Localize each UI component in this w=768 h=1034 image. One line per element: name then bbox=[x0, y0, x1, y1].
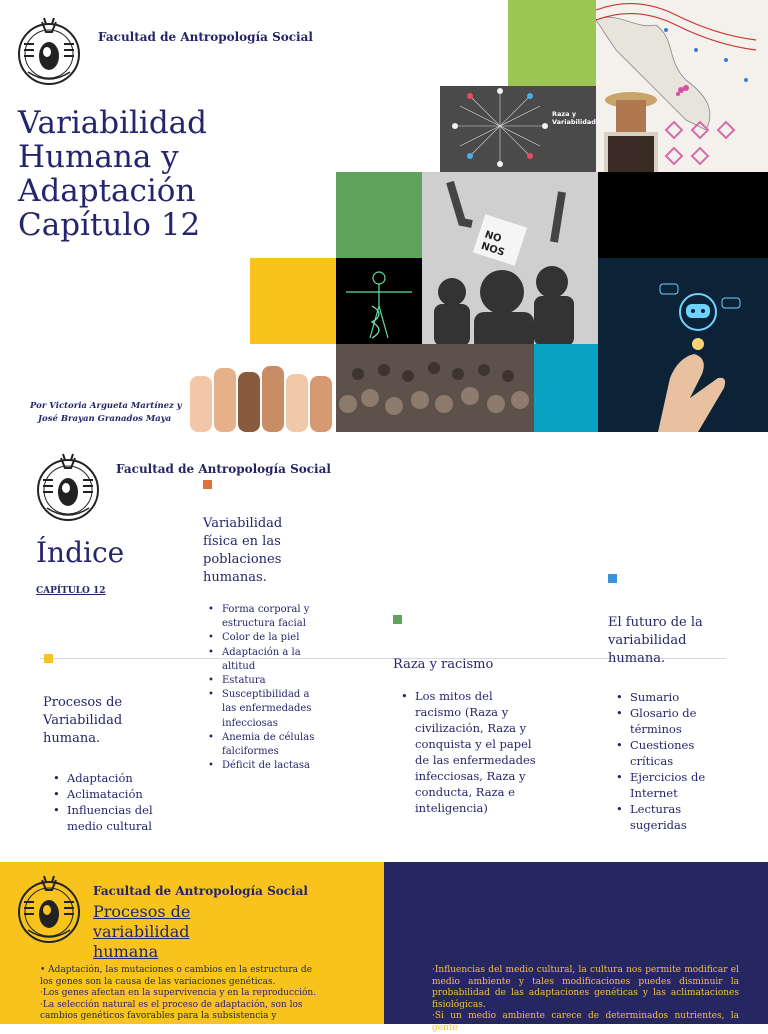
col2-title-line: física en las bbox=[203, 534, 281, 549]
paragraph-line: ·La selección natural es el proceso de adaptación, son los cambios genéticos favorables para la subsistencia y bbox=[40, 999, 303, 1021]
section-title bbox=[93, 902, 190, 962]
author-line: José Brayan Granados Maya bbox=[38, 414, 172, 424]
list-item: • Lecturas sugeridas bbox=[616, 801, 716, 833]
list-item: • Influencias del medio cultural bbox=[53, 802, 163, 834]
faculty-name: Facultad de Antropología Social bbox=[98, 30, 313, 44]
list-item: • Los mitos del racismo (Raza y civilización, Raza y conquista y el papel de las enfermedades infecciosas, Raza y conducta, Raza e inteligencia) bbox=[401, 688, 541, 816]
title-line: Adaptación bbox=[18, 173, 196, 209]
protest-sign-2: NOS bbox=[479, 240, 506, 259]
faculty-logo bbox=[16, 14, 82, 86]
list-item: • Estatura bbox=[208, 674, 318, 688]
col2-title-line: poblaciones bbox=[203, 552, 282, 567]
paragraph-line: ·Si un medio ambiente carece de determinados nutrientes, la gente bbox=[432, 1011, 739, 1033]
cover-title bbox=[18, 106, 207, 242]
col2-title bbox=[203, 515, 282, 587]
col1-title bbox=[43, 694, 122, 748]
list-item: • Glosario de términos bbox=[616, 705, 716, 737]
protest-sign-1: NO bbox=[483, 229, 503, 246]
list-item: • Ejercicios de Internet bbox=[616, 769, 716, 801]
protest-photo bbox=[422, 172, 598, 346]
list-item: • Cuestiones críticas bbox=[616, 737, 716, 769]
marker-blue bbox=[608, 574, 617, 583]
col4-title-line: humana. bbox=[608, 651, 666, 666]
paragraph-line: ·Influencias del medio cultural, la cultura nos permite modificar el medio ambiente y tales modificaciones puedes disminuir la probabilidad de las adaptaciones genéticas y las aclimataciones fisiológicas. bbox=[432, 965, 739, 1010]
faculty-logo bbox=[16, 872, 82, 944]
col2-list bbox=[208, 603, 318, 773]
list-item: • Adaptación a la altitud bbox=[208, 646, 318, 674]
section-title-line: variabilidad bbox=[93, 922, 190, 941]
faculty-logo bbox=[35, 450, 101, 522]
black-block bbox=[598, 172, 768, 258]
list-item: • Sumario bbox=[616, 689, 716, 705]
authors bbox=[30, 400, 182, 426]
section-title-line: Procesos de bbox=[93, 902, 191, 921]
fists-photo bbox=[186, 346, 336, 432]
title-line: Capítulo 12 bbox=[18, 207, 201, 243]
author-line: Por Victoria Argueta Martínez y bbox=[30, 401, 182, 411]
title-line: Humana y bbox=[18, 139, 179, 175]
green-block-2 bbox=[336, 172, 422, 258]
paragraph-line: • Adaptación, las mutaciones o cambios en la estructura de los genes son la causa de las variaciones genéticas. bbox=[40, 965, 312, 987]
col3-list bbox=[401, 688, 541, 816]
teal-block bbox=[534, 344, 598, 432]
left-paragraph bbox=[40, 965, 322, 1023]
green-block bbox=[508, 0, 596, 86]
paragraph-line: ·Los genes afectan en la supervivencia y en la reproducción. bbox=[40, 988, 317, 998]
title-line: Variabilidad bbox=[18, 105, 207, 141]
slide-cover bbox=[0, 0, 768, 432]
list-item: • Color de la piel bbox=[208, 631, 318, 645]
right-paragraph bbox=[432, 965, 739, 1034]
col1-title-line: Variabilidad bbox=[43, 713, 123, 728]
col1-title-line: humana. bbox=[43, 731, 101, 746]
list-item: • Aclimatación bbox=[53, 786, 163, 802]
marker-yellow bbox=[44, 654, 53, 663]
col1-title-line: Procesos de bbox=[43, 695, 123, 710]
faculty-name: Facultad de Antropología Social bbox=[116, 462, 331, 476]
marker-orange bbox=[203, 480, 212, 489]
list-item: • Forma corporal y estructura facial bbox=[208, 603, 318, 631]
network-title-2: Variabilidad bbox=[552, 118, 596, 126]
faculty-name: Facultad de Antropología Social bbox=[93, 884, 308, 898]
col2-title-line: Variabilidad bbox=[203, 516, 283, 531]
network-title-1: Raza y bbox=[552, 110, 577, 118]
col2-title-line: humanas. bbox=[203, 570, 267, 585]
dna-figure-photo bbox=[336, 258, 422, 344]
yellow-block bbox=[250, 258, 336, 344]
slide-index bbox=[0, 432, 768, 862]
network-photo bbox=[440, 86, 596, 172]
col1-list bbox=[53, 770, 163, 834]
slide-processes bbox=[0, 862, 768, 1033]
index-heading: Índice bbox=[36, 536, 125, 569]
list-item: • Anemia de células falciformes bbox=[208, 731, 318, 759]
col4-title-line: variabilidad bbox=[608, 633, 687, 648]
section-title-line: humana bbox=[93, 942, 159, 961]
marker-green bbox=[393, 615, 402, 624]
col4-list bbox=[616, 689, 716, 833]
list-item: • Adaptación bbox=[53, 770, 163, 786]
crowd-photo bbox=[336, 344, 534, 432]
col4-title bbox=[608, 614, 703, 668]
map-photo bbox=[596, 0, 768, 172]
list-item: • Déficit de lactasa bbox=[208, 759, 318, 773]
col3-title: Raza y racismo bbox=[393, 657, 494, 672]
list-item: • Susceptibilidad a las enfermedades infecciosas bbox=[208, 688, 318, 731]
chapter-link[interactable]: CAPÍTULO 12 bbox=[36, 586, 106, 596]
col4-title-line: El futuro de la bbox=[608, 615, 703, 630]
ai-hand-photo bbox=[598, 258, 768, 432]
